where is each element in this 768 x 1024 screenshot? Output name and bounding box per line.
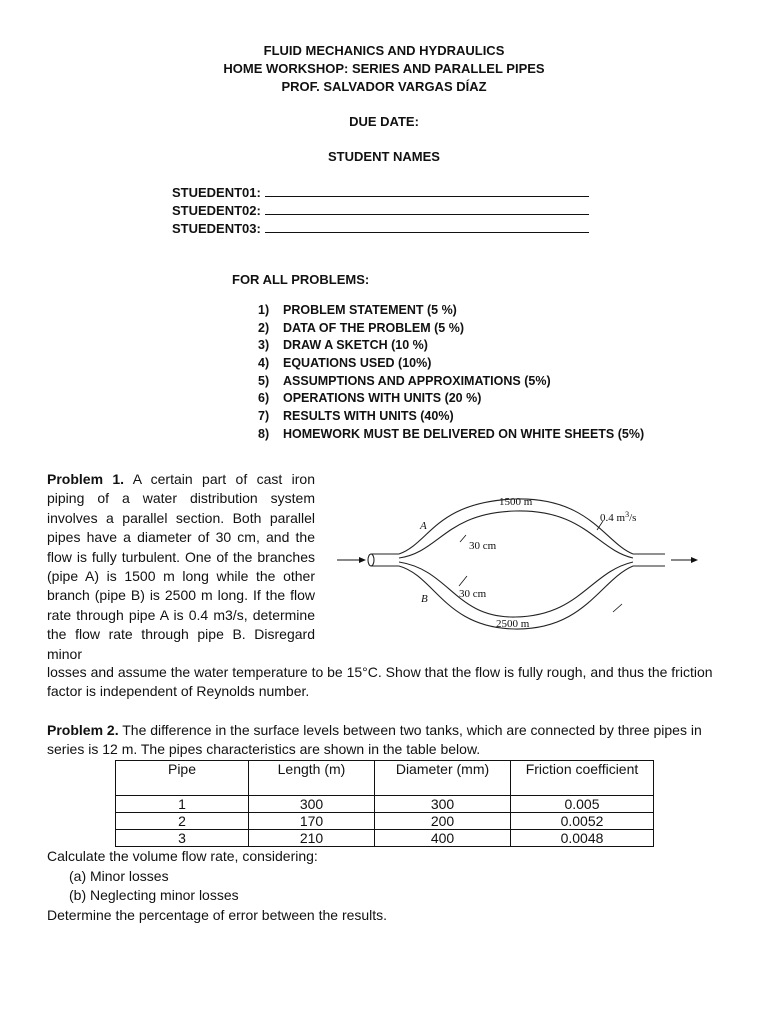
table-cell: 3 <box>116 830 249 847</box>
parallel-pipes-diagram <box>335 488 700 638</box>
diameter-a-label: 30 cm <box>469 540 497 552</box>
table-cell: 170 <box>249 813 375 830</box>
length-a-label: 1500 m <box>499 496 533 508</box>
error-percentage-line: Determine the percentage of error between the results. <box>47 906 388 923</box>
diameter-b-leader <box>459 576 467 586</box>
criteria-item <box>258 408 644 426</box>
table-header-row <box>116 761 654 796</box>
student-list <box>172 184 589 238</box>
student-label: STUEDENT01: <box>172 185 261 200</box>
option-a: (a) Minor losses <box>69 867 169 884</box>
table-cell: 0.0052 <box>511 813 654 830</box>
table-cell: 300 <box>375 796 511 813</box>
criteria-text: HOMEWORK MUST BE DELIVERED ON WHITE SHEETS (5%) <box>283 426 645 441</box>
table-cell: 210 <box>249 830 375 847</box>
professor-name: PROF. SALVADOR VARGAS DÍAZ <box>281 79 487 94</box>
student-row <box>172 220 589 238</box>
criteria-number: 5) <box>258 373 270 388</box>
criteria-number: 6) <box>258 391 270 406</box>
problem-2-text: The difference in the surface levels between two tanks, which are connected by three pipes in series is 12 m. The pipes characteristics are shown in the table below. <box>47 722 702 758</box>
criteria-text: RESULTS WITH UNITS (40%) <box>283 409 454 424</box>
student-label: STUEDENT03: <box>172 221 261 236</box>
problem-1-statement <box>47 470 315 664</box>
document-header <box>0 42 768 96</box>
table-cell: 1 <box>116 796 249 813</box>
criteria-number: 3) <box>258 338 270 353</box>
table-cell: 0.0048 <box>511 830 654 847</box>
flow-rate-label: 0.4 $m^3/s$ <box>600 510 637 524</box>
inlet-flow-arrowhead <box>359 557 366 563</box>
criteria-text: EQUATIONS USED (10%) <box>283 356 432 371</box>
pipe-a-label: A <box>420 520 427 532</box>
table-cell: 300 <box>249 796 375 813</box>
criteria-item <box>258 426 644 444</box>
table-cell: 2 <box>116 813 249 830</box>
criteria-item <box>258 373 644 391</box>
problem-1-text: A certain part of cast iron piping of a water distribution system involves a parallel section. Both parallel pipes have a diameter of 30 cm, and the flow is fully turbulent. One of the branches (pipe A) is 1500 m long while the other branch (pipe B) is 2500 m long. If the flow rate through pipe A is 0.4 m3/s, determine the flow rate through pipe B. Disregard minor <box>47 471 315 662</box>
criteria-text: DATA OF THE PROBLEM (5 %) <box>283 320 465 335</box>
table-cell: 400 <box>375 830 511 847</box>
diameter-b-label: 30 cm <box>459 588 487 600</box>
course-title: FLUID MECHANICS AND HYDRAULICS <box>263 43 505 58</box>
criteria-item <box>258 390 644 408</box>
criteria-text: ASSUMPTIONS AND APPROXIMATIONS (5%) <box>283 373 551 388</box>
table-row <box>116 796 654 813</box>
column-header: Length (m) <box>249 761 375 796</box>
name-blank-line <box>265 220 589 233</box>
criteria-number: 8) <box>258 426 270 441</box>
criteria-number: 2) <box>258 320 270 335</box>
student-names-title: STUDENT NAMES <box>328 149 440 164</box>
criteria-text: OPERATIONS WITH UNITS (20 %) <box>283 391 482 406</box>
table-cell: 200 <box>375 813 511 830</box>
pipe-characteristics-table <box>115 760 654 847</box>
problem-2-instructions <box>47 847 387 925</box>
column-header: Friction coefficient <box>511 761 654 796</box>
outlet-flow-arrowhead <box>691 557 698 563</box>
problem-2-label: Problem 2. <box>47 722 119 738</box>
criteria-item <box>258 320 644 338</box>
criteria-item <box>258 355 644 373</box>
criteria-text: PROBLEM STATEMENT (5 %) <box>283 303 457 317</box>
criteria-number: 7) <box>258 409 270 424</box>
problem-1-statement-continued: losses and assume the water temperature to be 15°C. Show that the flow is fully rough, and thus the friction factor is independent of Reynolds number. <box>47 664 713 700</box>
table-row <box>116 830 654 847</box>
student-row <box>172 184 589 202</box>
problem-2-statement <box>47 721 737 760</box>
grading-criteria-list <box>258 302 644 444</box>
column-header: Pipe <box>116 761 249 796</box>
diameter-a-leader <box>460 535 466 542</box>
table-cell: 0.005 <box>511 796 654 813</box>
all-problems-title: FOR ALL PROBLEMS: <box>232 272 370 287</box>
name-blank-line <box>265 184 589 197</box>
option-b: (b) Neglecting minor losses <box>69 887 239 903</box>
return-flow-arrow <box>613 604 622 612</box>
student-row <box>172 202 589 220</box>
due-date-label: DUE DATE: <box>349 114 419 129</box>
criteria-item <box>258 302 644 320</box>
pipe-b-label: B <box>421 593 428 605</box>
length-b-label: 2500 m <box>496 618 530 630</box>
criteria-text: DRAW A SKETCH (10 %) <box>283 338 428 353</box>
criteria-item <box>258 337 644 355</box>
workshop-title: HOME WORKSHOP: SERIES AND PARALLEL PIPES <box>223 61 545 76</box>
student-label: STUEDENT02: <box>172 203 261 218</box>
criteria-number: 4) <box>258 356 270 371</box>
table-row <box>116 813 654 830</box>
column-header: Diameter (mm) <box>375 761 511 796</box>
problem-1-label: Problem 1. <box>47 471 125 487</box>
name-blank-line <box>265 202 589 215</box>
criteria-number: 1) <box>258 303 270 317</box>
calculate-line: Calculate the volume flow rate, considering: <box>47 848 318 864</box>
